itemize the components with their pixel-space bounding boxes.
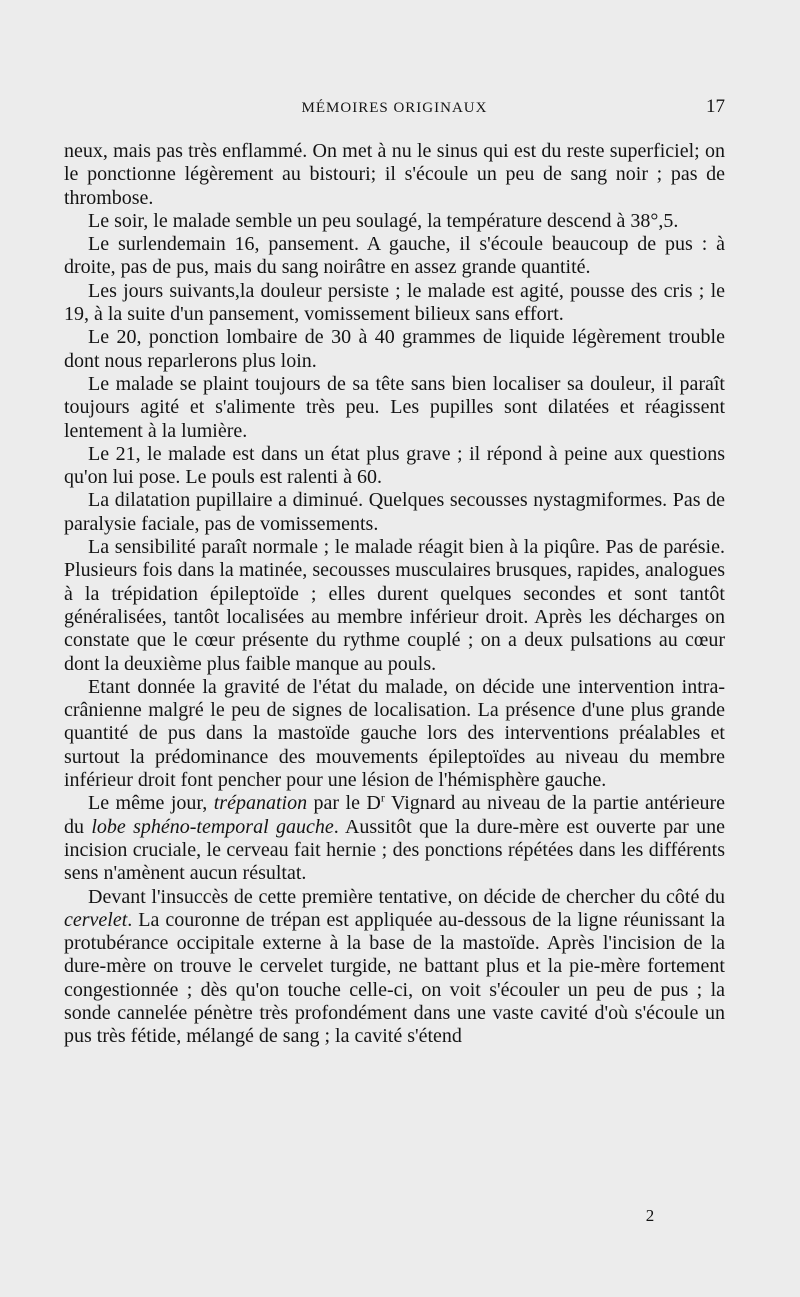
paragraph: Le malade se plaint toujours de sa tête sans bien localiser sa douleur, il paraît toujours agité et s'alimente très peu. Les pupilles sont dilatées et réagissent lentement à la lumière. [64, 372, 725, 442]
paragraph: La sensibilité paraît normale ; le malade réagit bien à la piqûre. Pas de parésie. Plusieurs fois dans la matinée, secousses musculaires brusques, rapides, analogues à la trépidation épileptoïde ; elles durent quelques secondes et sont tantôt généralisées, tantôt localisées au membre inférieur droit. Après les décharges on constate que le cœur présente du rythme couplé ; on a deux pulsations au cœur dont la deuxième plus faible manque au pouls. [64, 536, 725, 675]
text-run: Devant l'insuccès de cette première tentative, on décide de chercher du côté du [88, 885, 725, 908]
text-run: par le D [307, 792, 381, 815]
text-run: Le même jour, [88, 792, 214, 815]
paragraph: Le 21, le malade est dans un état plus grave ; il répond à peine aux questions qu'on lui pose. Le pouls est ralenti à 60. [64, 442, 725, 489]
running-title: MÉMOIRES ORIGINAUX [301, 100, 488, 116]
paragraph [64, 792, 725, 885]
running-head [64, 96, 725, 120]
paragraph: Le soir, le malade semble un peu soulagé, la température descend à 38°,5. [88, 209, 679, 232]
paragraph: Les jours suivants,la douleur persiste ; le malade est agité, pousse des cris ; le 19, à la suite d'un pansement, vomissement bilieux sans effort. [64, 279, 725, 326]
italic-term: cervelet [64, 908, 128, 931]
paragraph: La dilatation pupillaire a diminué. Quelques secousses nystagmiformes. Pas de paralysie faciale, pas de vomissements. [64, 489, 725, 535]
body-text [64, 140, 725, 1049]
text-run: . Aussitôt que la dure-mère est ouverte par une incision cruciale, le cerveau fait hernie ; des ponctions répétées dans les différents sens n'amènent aucun résultat. [64, 815, 725, 885]
paragraph: Le 20, ponction lombaire de 30 à 40 grammes de liquide légèrement trouble dont nous reparlerons plus loin. [64, 326, 725, 372]
paragraph: neux, mais pas très enflammé. On met à nu le sinus qui est du reste superficiel; on le ponctionne légèrement au bistouri; il s'écoule un peu de sang noir ; pas de thrombose. [64, 140, 725, 209]
italic-term: trépanation [213, 792, 308, 815]
page-number: 17 [706, 96, 725, 117]
paragraph: Etant donnée la gravité de l'état du malade, on décide une intervention intra-crânienne malgré le peu de signes de localisation. La présence d'une plus grande quantité de pus dans la mastoïde gauche lors des interventions préalables et surtout la prédominance des mouvements épileptoïdes au niveau du membre inférieur droit font pencher pour une lésion de l'hémisphère gauche. [64, 675, 725, 792]
text-run: . La couronne de trépan est appliquée au-dessous de la ligne réunissant la protubérance occipitale externe à la base de la mastoïde. Après l'incision de la dure-mère on trouve le cervelet turgide, ne battant plus et la pie-mère fortement congestionnée ; dès qu'on touche celle-ci, on voit s'écouler un peu de pus ; la sonde cannelée pénètre très profondément dans une vaste cavité d'où s'écoule un pus très fétide, mélangé de sang ; la cavité s'étend [64, 908, 725, 1048]
paragraph: Le surlendemain 16, pansement. A gauche, il s'écoule beaucoup de pus : à droite, pas de pus, mais du sang noirâtre en assez grande quantité. [64, 233, 725, 279]
paragraph [64, 886, 725, 1049]
text-run: Vignard au niveau de la partie antérieure du [64, 792, 725, 838]
signature-mark: 2 [645, 1206, 655, 1225]
superscript: r [380, 790, 385, 805]
italic-term: lobe sphéno-temporal gauche [91, 815, 334, 838]
